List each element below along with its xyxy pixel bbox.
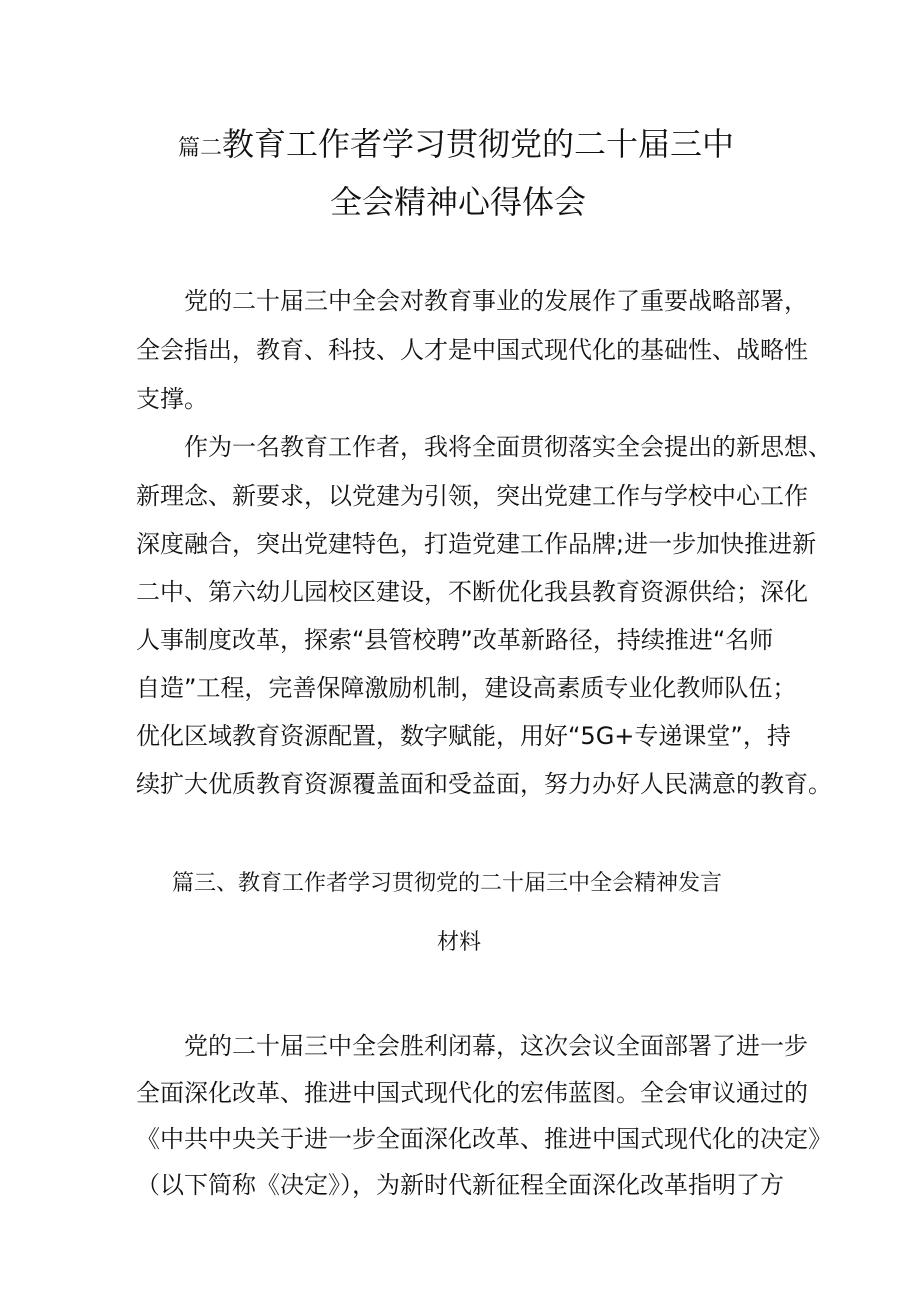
section2-p2-line6: 自造”工程，完善保障激励机制，建设高素质专业化教师队伍； [136,674,797,702]
section2-p1-line2: 全会指出，教育、科技、人才是中国式现代化的基础性、战略性 [136,336,808,364]
section2-p2-line2: 新理念、新要求，以党建为引领，突出党建工作与学校中心工作 [136,482,808,510]
section3-title-line2: 材料 [437,930,482,955]
section2-title-line1 [178,125,735,163]
section2-p2-line8: 续扩大优质教育资源覆盖面和受益面，努力办好人民满意的教育。 [136,770,832,798]
section2-title-line2: 全会精神心得体会 [330,183,587,221]
section2-p2-line1: 作为一名教育工作者，我将全面贯彻落实全会提出的新思想、 [184,433,832,461]
section2-p2-line5: 人事制度改革，探索“县管校聘”改革新路径，持续推进“名师 [136,626,774,654]
section2-p2-line3: 深度融合，突出党建特色，打造党建工作品牌;进一步加快推进新 [136,530,817,558]
section2-title-prefix: 篇二 [178,136,223,161]
section2-p1-line1: 党的二十届三中全会对教育事业的发展作了重要战略部署， [184,287,808,315]
section3-p1-line2: 全面深化改革、推进中国式现代化的宏伟蓝图。全会审议通过的 [136,1079,808,1107]
section3-title-line1: 篇三、教育工作者学习贯彻党的二十届三中全会精神发言 [172,871,723,896]
section3-p1-line4: （以下简称《决定》），为新时代新征程全面深化改革指明了方 [136,1171,784,1199]
section2-p2-line4: 二中、第六幼儿园校区建设，不断优化我县教育资源供给；深化 [136,578,808,606]
section2-title-text: 教育工作者学习贯彻党的二十届三中 [222,125,735,163]
section3-p1-line3: 《中共中央关于进一步全面深化改革、推进中国式现代化的决定》 [136,1125,832,1153]
section3-p1-line1: 党的二十届三中全会胜利闭幕，这次会议全面部署了进一步 [184,1032,808,1060]
section2-p2-line7: 优化区域教育资源配置，数字赋能，用好“5G+专递课堂”，持 [136,722,791,750]
section2-p1-line3: 支撑。 [136,385,208,413]
